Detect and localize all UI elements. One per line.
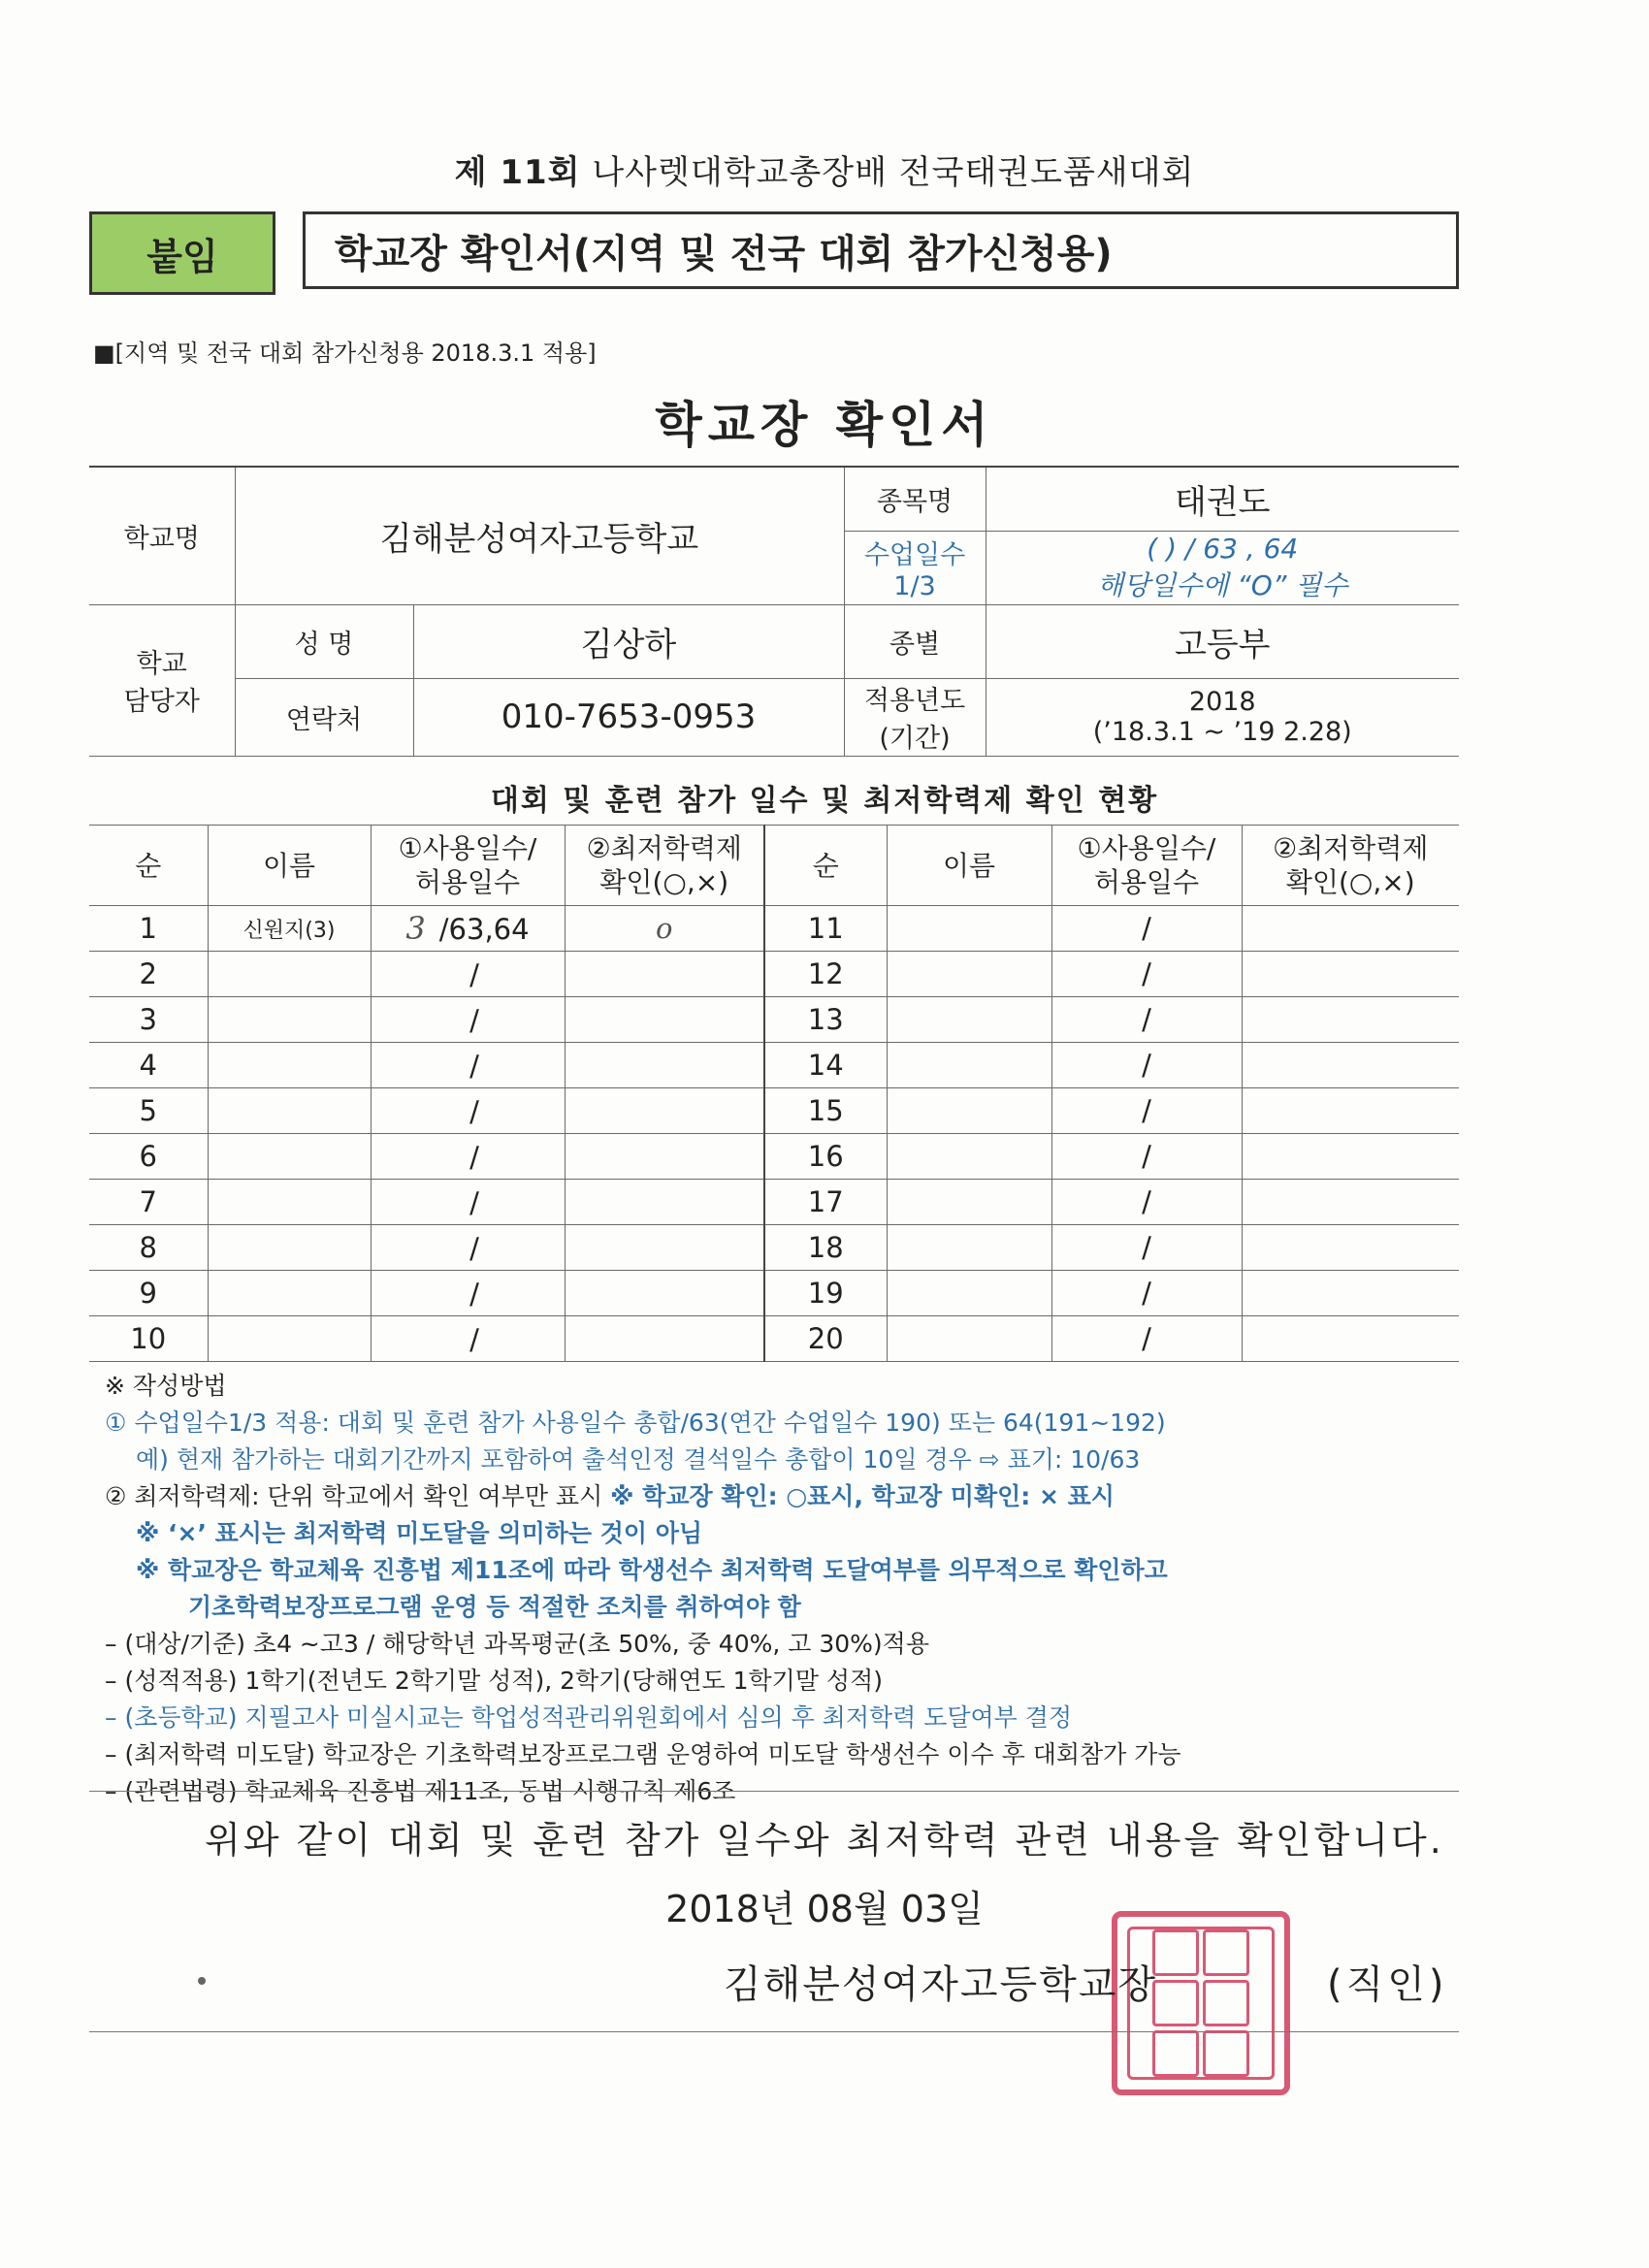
days-value: /: [1051, 906, 1242, 952]
col-header-no: 순: [89, 826, 208, 906]
days-value: /: [1051, 1088, 1242, 1134]
athlete-name: [887, 906, 1051, 952]
days-value: /: [1051, 1134, 1242, 1180]
row-number: 11: [764, 906, 887, 952]
seal-label: (직인): [1327, 1962, 1448, 2007]
athlete-name: [887, 1043, 1051, 1088]
days-cell: [371, 1043, 565, 1088]
days-value: /: [469, 1278, 479, 1311]
sport-label: 종목명: [844, 467, 986, 531]
min-academic-check: [1242, 1225, 1459, 1271]
staff-label: 학교 담당자: [89, 604, 235, 756]
table-row: [89, 952, 1459, 997]
col-header-min-academic: ②최저학력제 확인(○,×): [1242, 826, 1459, 906]
athlete-name: [208, 1225, 371, 1271]
days-cell: [371, 952, 565, 997]
athlete-name: [887, 952, 1051, 997]
days-value: /: [1051, 1271, 1242, 1316]
row-number: 14: [764, 1043, 887, 1088]
table-row: [89, 1088, 1459, 1134]
instructions: [105, 1368, 1482, 1810]
form-title: 학교장 확인서(지역 및 전국 대회 참가신청용): [303, 211, 1459, 289]
instruction-line: ② 최저학력제: 단위 학교에서 확인 여부만 표시 ※ 학교장 확인: ○표시, 학교장 미확인: × 표시: [105, 1482, 1115, 1510]
issue-date: 2018년 08월 03일: [665, 1888, 984, 1930]
page-title: 학교장 확인서: [655, 397, 994, 453]
staff-name-value: 김상하: [413, 604, 844, 678]
min-academic-check: [1242, 1043, 1459, 1088]
days-value: /: [1051, 1225, 1242, 1271]
min-academic-check: [1242, 952, 1459, 997]
days-cell: [371, 1316, 565, 1362]
days-value: /: [469, 1323, 479, 1356]
table-row: [89, 1225, 1459, 1271]
min-academic-check: [565, 1316, 764, 1362]
row-number: 12: [764, 952, 887, 997]
divider: [89, 1791, 1459, 1792]
min-academic-check: [565, 1088, 764, 1134]
table-row: [89, 1043, 1459, 1088]
staff-name-label: 성 명: [235, 604, 413, 678]
row-number: 7: [89, 1180, 208, 1225]
year-value: 2018 (’18.3.1 ~ ’19 2.28): [986, 678, 1459, 756]
min-academic-check: [1242, 1271, 1459, 1316]
min-academic-check: [1242, 1180, 1459, 1225]
days-value: /: [469, 1232, 479, 1265]
col-header-days: ①사용일수/ 허용일수: [1051, 826, 1242, 906]
min-academic-check: [565, 1225, 764, 1271]
athlete-name: 신원지(3): [208, 906, 371, 952]
school-info-table: [89, 466, 1459, 757]
min-academic-check: [565, 1180, 764, 1225]
min-academic-check: [1242, 1316, 1459, 1362]
divider: [89, 2031, 1459, 2032]
table-row: [89, 1134, 1459, 1180]
athlete-name: [887, 1180, 1051, 1225]
athlete-name: [887, 1134, 1051, 1180]
table-row: [89, 1271, 1459, 1316]
athlete-name: [208, 1271, 371, 1316]
section-title: 대회 및 훈련 참가 일수 및 최저학력제 확인 현황: [490, 784, 1159, 818]
athlete-name: [208, 952, 371, 997]
row-number: 5: [89, 1088, 208, 1134]
days-value: /: [1051, 1043, 1242, 1088]
days-cell: [371, 1134, 565, 1180]
row-number: 16: [764, 1134, 887, 1180]
days-value: /: [469, 1004, 479, 1037]
days-value: /63,64: [438, 913, 530, 946]
row-number: 15: [764, 1088, 887, 1134]
year-label: 적용년도 (기간): [844, 678, 986, 756]
days-cell: [371, 1225, 565, 1271]
days-cell: [371, 1271, 565, 1316]
athlete-name: [887, 1271, 1051, 1316]
class-days-value: ( ) / 63 , 64 해당일수에 “O” 필수: [986, 531, 1459, 604]
instruction-line: – (최저학력 미도달) 학교장은 기초학력보장프로그램 운영하여 미도달 학생선수 이수 후 대회참가 가능: [105, 1740, 1181, 1768]
row-number: 6: [89, 1134, 208, 1180]
min-academic-check: [1242, 1088, 1459, 1134]
row-number: 13: [764, 997, 887, 1043]
days-value: /: [1051, 1316, 1242, 1362]
sport-value: 태권도: [986, 467, 1459, 531]
athlete-name: [208, 1180, 371, 1225]
instruction-line: – (대상/기준) 초4 ~고3 / 해당학년 과목평균(초 50%, 중 40%, 고 30%)적용: [105, 1630, 929, 1658]
athlete-name: [208, 1316, 371, 1362]
class-days-label: 수업일수 1/3: [844, 531, 986, 604]
min-academic-check: [565, 1134, 764, 1180]
row-number: 3: [89, 997, 208, 1043]
handwritten-days: 3: [405, 910, 426, 947]
min-academic-check: [565, 1043, 764, 1088]
division-value: 고등부: [986, 604, 1459, 678]
col-header-name: 이름: [887, 826, 1051, 906]
days-value: /: [1051, 1180, 1242, 1225]
school-name-label: 학교명: [89, 467, 235, 604]
scan-speck: [198, 1977, 206, 1985]
attachment-tag: 붙임: [89, 211, 275, 295]
event-title: 제 11회 나사렛대학교총장배 전국태권도품새대회: [454, 153, 1195, 192]
table-row: [89, 906, 1459, 952]
days-value: /: [469, 1141, 479, 1174]
row-number: 20: [764, 1316, 887, 1362]
athlete-name: [887, 997, 1051, 1043]
participation-table: [89, 825, 1459, 1362]
table-row: [89, 997, 1459, 1043]
contact-label: 연락처: [235, 678, 413, 756]
row-number: 4: [89, 1043, 208, 1088]
table-row: [89, 1180, 1459, 1225]
min-academic-check: [1242, 997, 1459, 1043]
min-academic-check: [1242, 906, 1459, 952]
col-header-no: 순: [764, 826, 887, 906]
min-academic-check: [565, 1271, 764, 1316]
instructions-title: ※ 작성방법: [105, 1372, 227, 1400]
athlete-name: [887, 1225, 1051, 1271]
days-value: /: [469, 958, 479, 991]
principal-name: 김해분성여자고등학교장: [724, 1962, 1158, 2007]
min-academic-check: [565, 997, 764, 1043]
instruction-line: ① 수업일수1/3 적용: 대회 및 훈련 참가 사용일수 총합/63(연간 수업일수 190) 또는 64(191~192): [105, 1409, 1166, 1437]
row-number: 1: [89, 906, 208, 952]
athlete-name: [208, 1088, 371, 1134]
days-value: /: [1051, 997, 1242, 1043]
contact-value: 010-7653-0953: [413, 678, 844, 756]
athlete-name: [208, 1134, 371, 1180]
instruction-line: – (성적적용) 1학기(전년도 2학기말 성적), 2학기(당해연도 1학기말 성적): [105, 1667, 883, 1695]
days-cell: [371, 906, 565, 952]
days-cell: [371, 997, 565, 1043]
days-value: /: [469, 1050, 479, 1083]
days-value: /: [469, 1186, 479, 1219]
col-header-min-academic: ②최저학력제 확인(○,×): [565, 826, 764, 906]
instruction-line: ※ 학교장은 학교체육 진흥법 제11조에 따라 학생선수 최저학력 도달여부를 의무적으로 확인하고: [136, 1556, 1168, 1584]
instruction-line: – (관련법령) 학교체육 진흥법 제11조, 동법 시행규칙 제6조: [105, 1777, 736, 1805]
days-value: /: [469, 1095, 479, 1128]
division-label: 종별: [844, 604, 986, 678]
instruction-line: 기초학력보장프로그램 운영 등 적절한 조치를 취하여야 함: [188, 1593, 801, 1621]
row-number: 18: [764, 1225, 887, 1271]
table-row: [89, 1316, 1459, 1362]
col-header-days: ①사용일수/ 허용일수: [371, 826, 565, 906]
row-number: 9: [89, 1271, 208, 1316]
col-header-name: 이름: [208, 826, 371, 906]
row-number: 8: [89, 1225, 208, 1271]
min-academic-check: [565, 952, 764, 997]
row-number: 17: [764, 1180, 887, 1225]
row-number: 10: [89, 1316, 208, 1362]
instruction-line: ※ ‘×’ 표시는 최저학력 미도달을 의미하는 것이 아님: [136, 1519, 703, 1547]
days-cell: [371, 1180, 565, 1225]
min-academic-check: [1242, 1134, 1459, 1180]
instruction-line: 예) 현재 참가하는 대회기간까지 포함하여 출석인정 결석일수 총합이 10일 경우 ⇨ 표기: 10/63: [136, 1445, 1141, 1474]
days-value: /: [1051, 952, 1242, 997]
applicability-note: ■[지역 및 전국 대회 참가신청용 2018.3.1 적용]: [93, 340, 597, 367]
min-academic-check: o: [565, 906, 764, 952]
athlete-name: [208, 997, 371, 1043]
instruction-line: – (초등학교) 지필고사 미실시교는 학업성적관리위원회에서 심의 후 최저학력 도달여부 결정: [105, 1703, 1073, 1732]
athlete-name: [887, 1088, 1051, 1134]
row-number: 19: [764, 1271, 887, 1316]
row-number: 2: [89, 952, 208, 997]
days-cell: [371, 1088, 565, 1134]
confirmation-statement: 위와 같이 대회 및 훈련 참가 일수와 최저학력 관련 내용을 확인합니다.: [205, 1819, 1444, 1862]
athlete-name: [887, 1316, 1051, 1362]
school-name-value: 김해분성여자고등학교: [235, 467, 844, 604]
athlete-name: [208, 1043, 371, 1088]
